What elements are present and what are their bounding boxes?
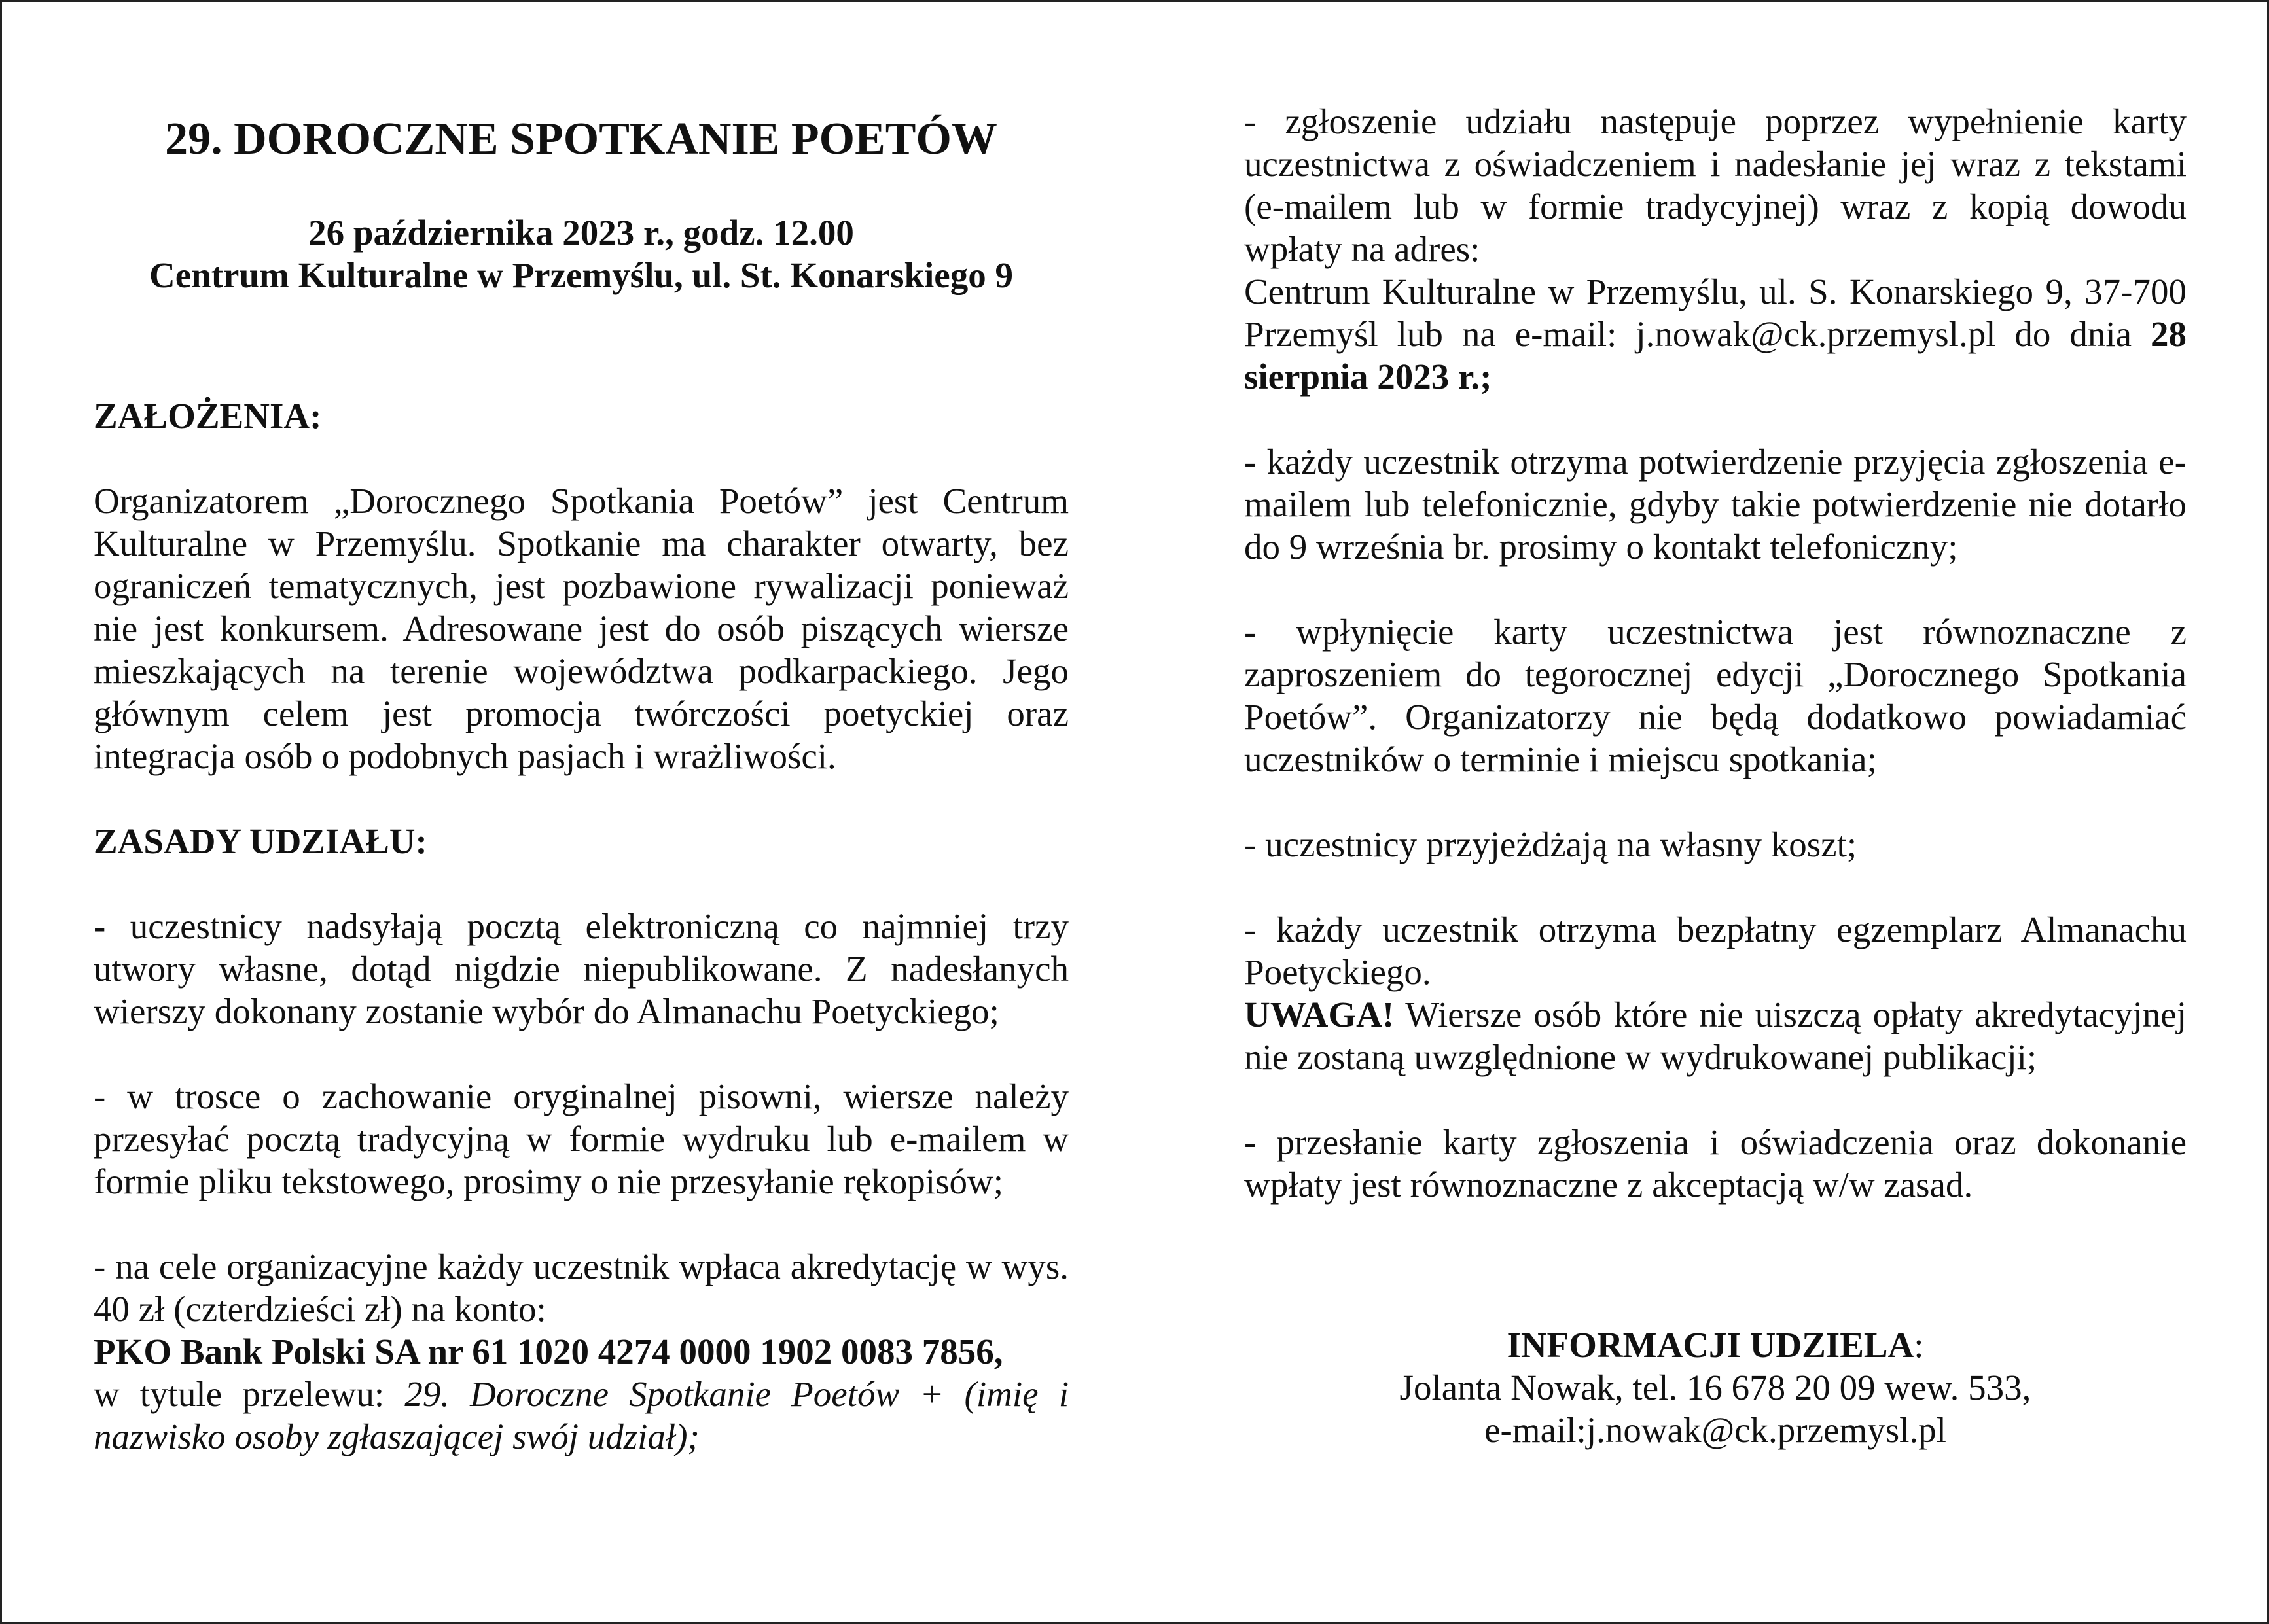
info-heading-line (1244, 1324, 2187, 1366)
registration-address (1244, 270, 2187, 398)
rule-submission (94, 905, 1069, 1033)
info-email: e-mail:j.nowak@ck.przemysl.pl (1484, 1410, 1946, 1450)
rule-dash: - (94, 906, 106, 946)
acceptance-paragraph: - przesłanie karty zgłoszenia i oświadczenia oraz dokonanie wpłaty jest równoznaczne z akceptacją w/w zasad. (1244, 1122, 2187, 1205)
warning-text: Wiersze osób które nie uiszczą opłaty akredytacyjnej nie zostaną uwzględnione w wydrukowanej publikacji; (1244, 995, 2187, 1077)
registration-deadline: 28 sierpnia 2023 r.; (1244, 314, 2187, 397)
bank-account: PKO Bank Polski SA nr 61 1020 4274 0000 1902 0083 7856, (94, 1332, 1003, 1371)
transfer-italic: 29. Doroczne Spotkanie Poetów + (imię i nazwisko osoby zgłaszającej swój udział); (94, 1374, 1069, 1456)
event-venue: Centrum Kulturalne w Przemyślu, ul. St. Konarskiego 9 (149, 255, 1013, 295)
almanac-paragraph: - każdy uczestnik otrzyma bezpłatny egzemplarz Almanachu Poetyckiego. (1244, 909, 2187, 992)
rules-heading: ZASADY UDZIAŁU: (94, 821, 427, 861)
warning-label: UWAGA! (1244, 995, 1395, 1034)
info-heading: INFORMACJI UDZIELA (1507, 1325, 1914, 1365)
rule-submission-text: uczestnicy nadsyłają pocztą elektroniczną co najmniej trzy utwory własne, dotąd nigdzie niepublikowane. Z nadesłanych wierszy dokonany zostanie wybór do Almanachu Poetyckiego; (94, 906, 1069, 1031)
registration-paragraph: - zgłoszenie udziału następuje poprzez wypełnienie karty uczestnictwa z oświadczeniem i nadesłanie jej wraz z tekstami (e-mailem lub w formie tradycyjnej) wraz z kopią dowodu wpłaty na adres: (1244, 101, 2187, 269)
rule-fee: - na cele organizacyjne każdy uczestnik wpłaca akredytację w wys. 40 zł (czterdzieści zł) na konto: (94, 1246, 1069, 1329)
right-column (1244, 100, 2187, 1451)
info-contact: Jolanta Nowak, tel. 16 678 20 09 wew. 533, (1399, 1368, 2031, 1407)
event-date: 26 października 2023 r., godz. 12.00 (308, 213, 854, 253)
transfer-title (94, 1373, 1069, 1458)
info-colon: : (1914, 1325, 1924, 1365)
page-title: 29. DOROCZNE SPOTKANIE POETÓW (165, 114, 997, 164)
rule-spelling: - w trosce o zachowanie oryginalnej pisowni, wiersze należy przesyłać pocztą tradycyjną w formie wydruku lub e-mailem w formie pliku tekstowego, prosimy o nie przesyłanie rękopisów; (94, 1076, 1069, 1201)
invitation-paragraph: - wpłynięcie karty uczestnictwa jest równoznaczne z zaproszeniem do tegorocznej edycji „Dorocznego Spotkania Poetów”. Organizatorzy nie będą dodatkowo powiadamiać uczestników o terminie i miejscu spotkania; (1244, 612, 2187, 779)
left-column (94, 100, 1069, 1458)
assumptions-paragraph: Organizatorem „Dorocznego Spotkania Poetów” jest Centrum Kulturalne w Przemyślu. Spotkanie ma charakter otwarty, bez ograniczeń tematycznych, jest pozbawione rywalizacji ponieważ nie jest konkursem. Adresowane jest do osób piszących wiersze mieszkających na terenie województwa podkarpackiego. Jego głównym celem jest promocja twórczości poetyckiej oraz integracja osób o podobnych pasjach i wrażliwości. (94, 481, 1069, 776)
assumptions-heading: ZAŁOŻENIA: (94, 396, 322, 436)
travel-cost-paragraph: - uczestnicy przyjeżdżają na własny koszt; (1244, 824, 1857, 864)
confirmation-paragraph: - każdy uczestnik otrzyma potwierdzenie przyjęcia zgłoszenia e-mailem lub telefonicznie, gdyby takie potwierdzenie nie dotarło do 9 września br. prosimy o kontakt telefoniczny; (1244, 442, 2187, 567)
transfer-prefix: w tytule przelewu: (94, 1374, 405, 1414)
registration-address-text: Centrum Kulturalne w Przemyślu, ul. S. Konarskiego 9, 37-700 Przemyśl lub na e-mail: j.nowak@ck.przemysl.pl do dnia (1244, 272, 2187, 354)
warning-paragraph (1244, 993, 2187, 1078)
